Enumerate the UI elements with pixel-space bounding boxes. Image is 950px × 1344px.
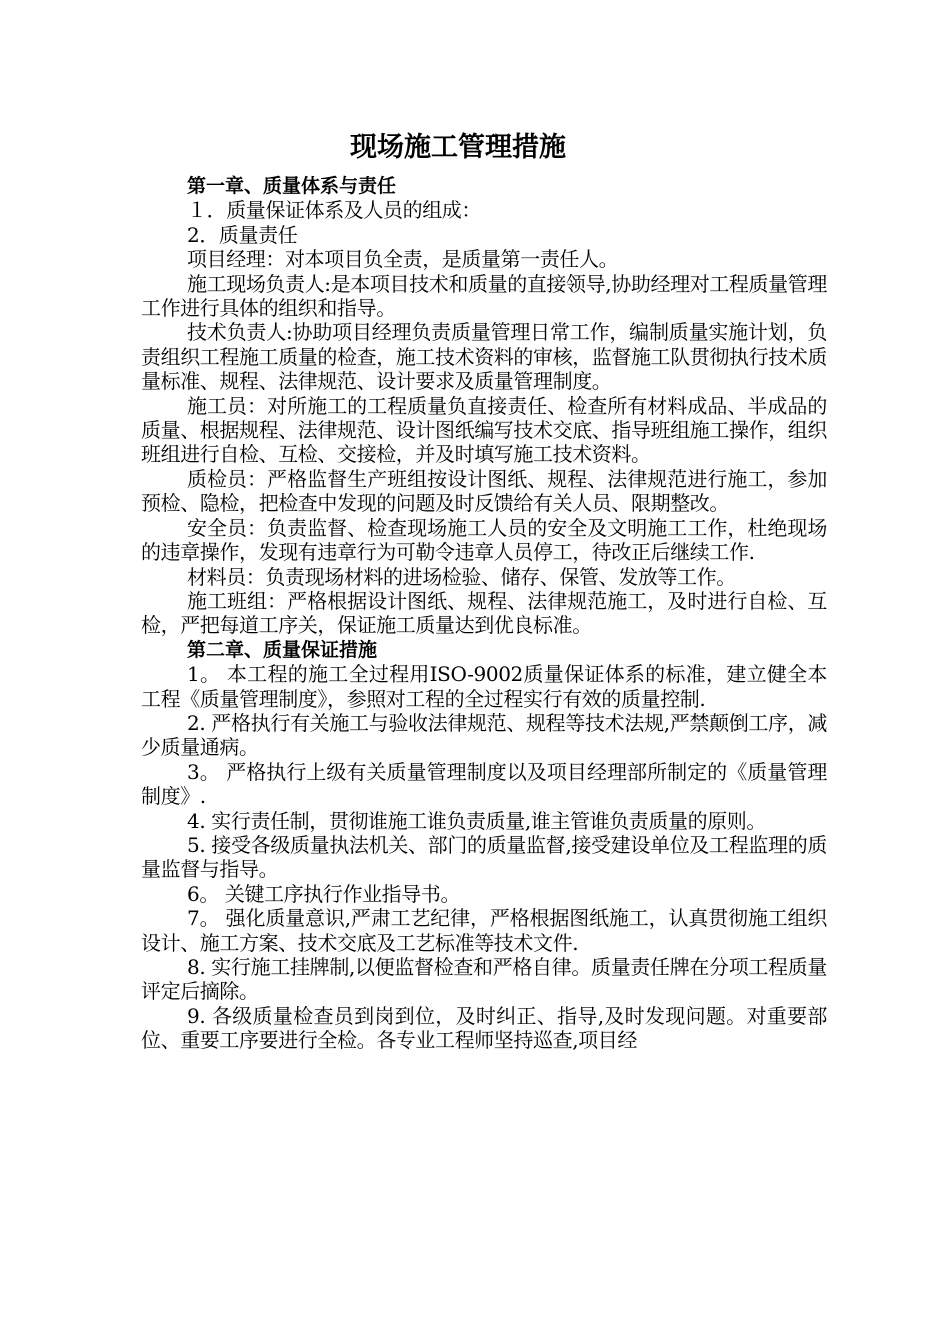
paragraph: 质检员：严格监督生产班组按设计图纸、规程、法律规范进行施工，参加预检、隐检，把检查中发现的问题及时反馈给有关人员、限期整改。 [141, 466, 827, 516]
chapter-heading: 第一章、质量体系与责任 [187, 175, 397, 197]
paragraph: 技术负责人:协助项目经理负责质量管理日常工作，编制质量实施计划，负责组织工程施工质量的检查，施工技术资料的审核，监督施工队贯彻执行技术质量标准、规程、法律规范、设计要求及质量管理制度。 [141, 320, 827, 394]
paragraph: 1。 本工程的施工全过程用ISO-9002质量保证体系的标准，建立健全本工程《质量管理制度》，参照对工程的全过程实行有效的质量控制. [141, 662, 827, 711]
paragraph: 施工现场负责人:是本项目技术和质量的直接领导,协助经理对工程质量管理工作进行具体的组织和指导。 [141, 271, 827, 321]
paragraph: 2．质量责任 [187, 222, 298, 247]
paragraph: 5. 接受各级质量执法机关、部门的质量监督,接受建设单位及工程监理的质量监督与指导。 [141, 832, 827, 882]
paragraph: 8. 实行施工挂牌制,以便监督检查和严格自律。质量责任牌在分项工程质量评定后摘除。 [141, 955, 827, 1004]
paragraph: 安全员：负责监督、检查现场施工人员的安全及文明施工工作，杜绝现场的违章操作，发现有违章行为可勒令违章人员停工，待改正后继续工作. [141, 515, 827, 565]
paragraph: 2. 严格执行有关施工与验收法律规范、规程等技术法规,严禁颠倒工序，减少质量通病。 [141, 710, 827, 760]
paragraph: 材料员：负责现场材料的进场检验、储存、保管、发放等工作。 [187, 564, 736, 589]
paragraph: 7。 强化质量意识,严肃工艺纪律，严格根据图纸施工，认真贯彻施工组织设计、施工方案、技术交底及工艺标准等技术文件. [141, 906, 827, 955]
document-body [141, 174, 827, 1053]
chapter-heading: 第二章、质量保证措施 [187, 638, 378, 661]
paragraph: 项目经理：对本项目负全责，是质量第一责任人。 [187, 247, 619, 272]
paragraph: 6。 关键工序执行作业指导书。 [187, 881, 461, 906]
paragraph: 4. 实行责任制，贯彻谁施工谁负责质量,谁主管谁负责质量的原则。 [187, 808, 766, 833]
paragraph: 9. 各级质量检查员到岗到位，及时纠正、指导,及时发现问题。对重要部位、重要工序要进行全检。各专业工程师坚持巡查,项目经 [141, 1003, 827, 1053]
paragraph: 3。 严格执行上级有关质量管理制度以及项目经理部所制定的《质量管理制度》. [141, 759, 827, 809]
document-title: 现场施工管理措施 [350, 132, 566, 163]
paragraph: １．质量保证体系及人员的组成： [187, 198, 481, 223]
paragraph: 施工班组：严格根据设计图纸、规程、法律规范施工，及时进行自检、互检，严把每道工序关，保证施工质量达到优良标准。 [141, 588, 827, 638]
paragraph: 施工员：对所施工的工程质量负直接责任、检查所有材料成品、半成品的质量、根据规程、法律规范、设计图纸编写技术交底、指导班组施工操作，组织班组进行自检、互检、交接检，并及时填写施工技术资料。 [141, 393, 827, 467]
